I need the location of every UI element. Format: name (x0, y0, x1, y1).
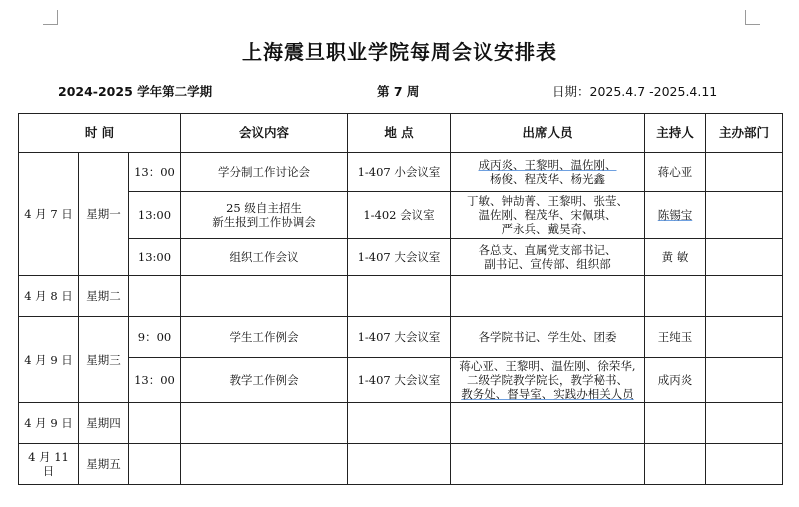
meeting-attendees (451, 358, 645, 403)
meeting-organizer (706, 358, 783, 403)
meeting-attendees (451, 317, 645, 358)
meeting-host (645, 276, 706, 317)
page-corner-mark-right (745, 10, 760, 25)
date-range-label: 日期：2025.4.7 -2025.4.11 (552, 84, 718, 99)
meeting-location: 1-407 大会议室 (348, 358, 451, 403)
meeting-organizer (706, 444, 783, 485)
meeting-organizer (706, 317, 783, 358)
attendees-line: 副书记、宣传部、组织部 (484, 257, 611, 271)
meeting-schedule-table (18, 113, 783, 485)
day-date: 4 月 7 日 (19, 153, 79, 276)
attendees-line: 各总支、直属党支部书记、 (478, 243, 617, 257)
meeting-content (181, 276, 348, 317)
meeting-content: 学生工作例会 (181, 317, 348, 358)
page-corner-mark-left (43, 10, 58, 25)
meeting-time: 13：00 (129, 153, 181, 192)
meeting-time (129, 403, 181, 444)
meeting-time: 13:00 (129, 192, 181, 239)
meeting-content (181, 192, 348, 239)
attendees-line: 成丙炎、王黎明、温佐刚、 (478, 158, 617, 172)
day-weekday: 星期一 (79, 153, 129, 276)
semester-label: 2024-2025 学年第二学期 (58, 84, 213, 99)
table-row (19, 358, 783, 403)
attendees-line: 丁敏、钟劼菁、王黎明、张莹、 (467, 194, 628, 208)
meeting-content (181, 444, 348, 485)
day-weekday: 星期四 (79, 403, 129, 444)
meeting-organizer (706, 276, 783, 317)
table-row (19, 153, 783, 192)
meeting-host: 成丙炎 (645, 358, 706, 403)
meeting-content (181, 403, 348, 444)
meeting-organizer (706, 403, 783, 444)
meeting-organizer (706, 239, 783, 276)
page-title: 上海震旦职业学院每周会议安排表 (242, 40, 557, 64)
meeting-host (645, 403, 706, 444)
attendees-line: 严永兵、戴昊奇、 (501, 222, 594, 236)
header-organizer: 主办部门 (706, 114, 783, 153)
table-row (19, 276, 783, 317)
table-row (19, 192, 783, 239)
table-row (19, 444, 783, 485)
meeting-organizer (706, 192, 783, 239)
meeting-host: 王纯玉 (645, 317, 706, 358)
header-host: 主持人 (645, 114, 706, 153)
header-location: 地 点 (348, 114, 451, 153)
meeting-attendees (451, 239, 645, 276)
meeting-time: 9：00 (129, 317, 181, 358)
day-weekday: 星期三 (79, 317, 129, 403)
day-date: 4 月 8 日 (19, 276, 79, 317)
day-weekday: 星期五 (79, 444, 129, 485)
table-row (19, 317, 783, 358)
table-header-row (19, 114, 783, 153)
meeting-time: 13:00 (129, 239, 181, 276)
header-time: 时 间 (19, 114, 181, 153)
attendees-line: 蒋心亚、王黎明、温佐刚、徐荣华, (459, 359, 636, 373)
day-weekday: 星期二 (79, 276, 129, 317)
meeting-attendees (451, 403, 645, 444)
day-date: 4 月 9 日 (19, 403, 79, 444)
meeting-location (348, 403, 451, 444)
meeting-time (129, 276, 181, 317)
attendees-line: 二级学院教学院长，教学秘书、 (467, 373, 628, 387)
meeting-host: 黄 敏 (645, 239, 706, 276)
attendees-line: 各学院书记、学生处、团委 (478, 330, 617, 344)
table-row (19, 239, 783, 276)
meeting-location: 1-407 大会议室 (348, 239, 451, 276)
week-label: 第 7 周 (377, 84, 420, 99)
meeting-location (348, 444, 451, 485)
day-date: 4 月 11 日 (19, 444, 79, 485)
meeting-content: 组织工作会议 (181, 239, 348, 276)
header-attendees: 出席人员 (451, 114, 645, 153)
meeting-location: 1-407 大会议室 (348, 317, 451, 358)
meeting-content: 教学工作例会 (181, 358, 348, 403)
day-date: 4 月 9 日 (19, 317, 79, 403)
meeting-content: 学分制工作讨论会 (181, 153, 348, 192)
meeting-time (129, 444, 181, 485)
meeting-host: 陈锡宝 (645, 192, 706, 239)
meeting-time: 13：00 (129, 358, 181, 403)
content-line: 25 级自主招生 (226, 201, 302, 215)
header-content: 会议内容 (181, 114, 348, 153)
meeting-host: 蒋心亚 (645, 153, 706, 192)
attendees-line: 温佐刚、程茂华、宋佩琪、 (478, 208, 617, 222)
attendees-line: 杨俊、程茂华、杨光鑫 (490, 172, 605, 186)
meeting-location: 1-402 会议室 (348, 192, 451, 239)
content-line: 新生报到工作协调会 (212, 215, 316, 229)
table-row (19, 403, 783, 444)
meeting-organizer (706, 153, 783, 192)
attendees-line: 教务处、督导室、实践办相关人员 (461, 387, 634, 401)
meeting-location: 1-407 小会议室 (348, 153, 451, 192)
meeting-attendees (451, 192, 645, 239)
meeting-attendees (451, 153, 645, 192)
meeting-host (645, 444, 706, 485)
meeting-attendees (451, 276, 645, 317)
meeting-location (348, 276, 451, 317)
meeting-attendees (451, 444, 645, 485)
